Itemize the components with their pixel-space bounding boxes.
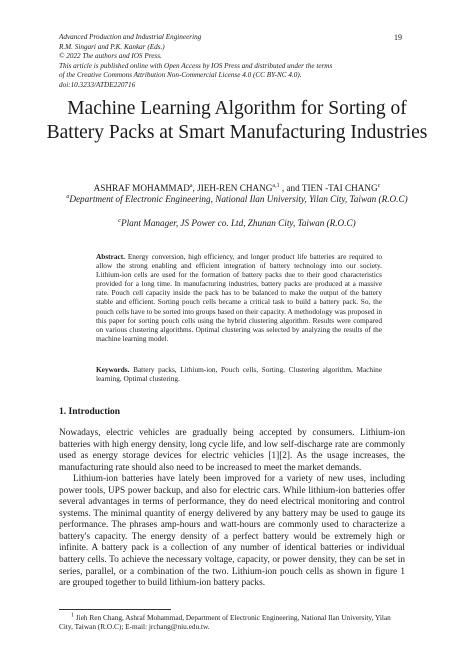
abstract-text: Energy conversion, high efficiency, and longer product life batteries are required to allow the strong enabling and efficient integration of battery technology into our society. Lithium-ion cells are used for the formation of battery packs due to their good characteristics provided for a long time. In manufacturing industries, battery packs are produced at a massive rate. Pouch cell capacity inside the pack has to be balanced to make the output of the battery stable and efficient. Sorting pouch cells became a critical task to build a battery pack. So, the pouch cells have to be sorted into groups based on their capacity. A methodology was proposed in this paper for sorting pouch cells using the hybrid clustering algorithm. Results were compared on various clustering algorithms. Optimal clustering was selected by analyzing the results of the machine learning model. — [96, 252, 382, 343]
author-affiliation-mark: c — [377, 182, 381, 189]
author-list — [40, 182, 434, 194]
affiliation-c — [40, 218, 434, 229]
page-number: 19 — [394, 33, 402, 42]
footnote-text: Jieh Ren Chang, Ashraf Mohammad, Department of Electronic Engineering, National Ilan University, Yilan City, Taiwan (R.O.C); E-mail: jrchang@niu.edu.tw. — [59, 613, 391, 632]
affiliation-text: Plant Manager, JS Power co. Ltd, Zhunan City, Taiwan (R.O.C) — [120, 218, 356, 228]
paper-title: Machine Learning Algorithm for Sorting of Battery Packs at Smart Manufacturing Industries — [46, 98, 428, 143]
keywords-label: Keywords. — [96, 365, 130, 374]
header-line: This article is published online with Open Access by IOS Press and distributed under the terms — [59, 61, 333, 70]
affiliation-mark: c — [118, 217, 121, 224]
abstract-label: Abstract. — [96, 252, 125, 261]
section-heading: 1. Introduction — [59, 407, 121, 417]
header-line: of the Creative Commons Attribution Non-Commercial License 4.0 (CC BY-NC 4.0). — [59, 71, 302, 80]
keywords-text: Battery packs, Lithium-ion, Pouch cells, Sorting, Clustering algorithm, Machine learning, Optimal clustering. — [96, 365, 382, 384]
body-text — [59, 428, 405, 590]
affiliation-text: Department of Electronic Engineering, National Ilan University, Yilan City, Taiwan (R.O.C) — [69, 194, 408, 204]
header-line: doi:10.3233/ATDE220716 — [59, 80, 136, 89]
footnote — [59, 613, 405, 631]
abstract — [96, 252, 382, 343]
paragraph: Nowadays, electric vehicles are gradually being accepted by consumers. Lithium-ion batteries with high energy density, long cycle life, and low self-discharge rate are commonly used as energy storage devices for electric vehicles [1][2]. As the usage increases, the manufacturing rate should also need to be increased to meet the market demands. — [59, 428, 405, 473]
paragraph: Lithium-ion batteries have lately been improved for a variety of new uses, including power tools, UPS power backup, and also for electric cars. While lithium-ion batteries offer several advantages in terms of performance, they do need electrical monitoring and control systems. The minimal quantity of energy delivered by any battery may be used to gauge its performance. The phrases amp-hours and watt-hours are commonly used to characterize a battery's capacity. The energy density of a perfect battery would be extremely high or infinite. A battery pack is a collection of any number of identical batteries or individual battery cells. To achieve the necessary voltage, capacity, or power density, they can be set in series, parallel, or a combination of the two. Lithium-ion pouch cells as shown in figure 1 are grouped together to build lithium-ion battery packs. — [59, 474, 405, 589]
affiliation-mark: a — [66, 193, 70, 200]
footnote-divider — [59, 609, 171, 610]
author-name: , JIEH-REN CHANG — [192, 183, 273, 193]
author-affiliation-mark: a,1 — [272, 182, 280, 189]
header-line: © 2022 The authors and IOS Press. — [59, 52, 162, 61]
footnote-mark: 1 — [71, 612, 74, 619]
affiliation-a — [40, 194, 434, 205]
author-affiliation-mark: a — [189, 182, 193, 189]
publication-header — [59, 33, 419, 91]
header-line: R.M. Singari and P.K. Kankar (Eds.) — [59, 42, 165, 51]
keywords — [96, 365, 382, 383]
header-line: Advanced Production and Industrial Engineering — [59, 33, 202, 41]
author-name: , and TIEN -TAI CHANG — [279, 183, 378, 193]
author-name: ASHRAF MOHAMMAD — [93, 183, 190, 193]
